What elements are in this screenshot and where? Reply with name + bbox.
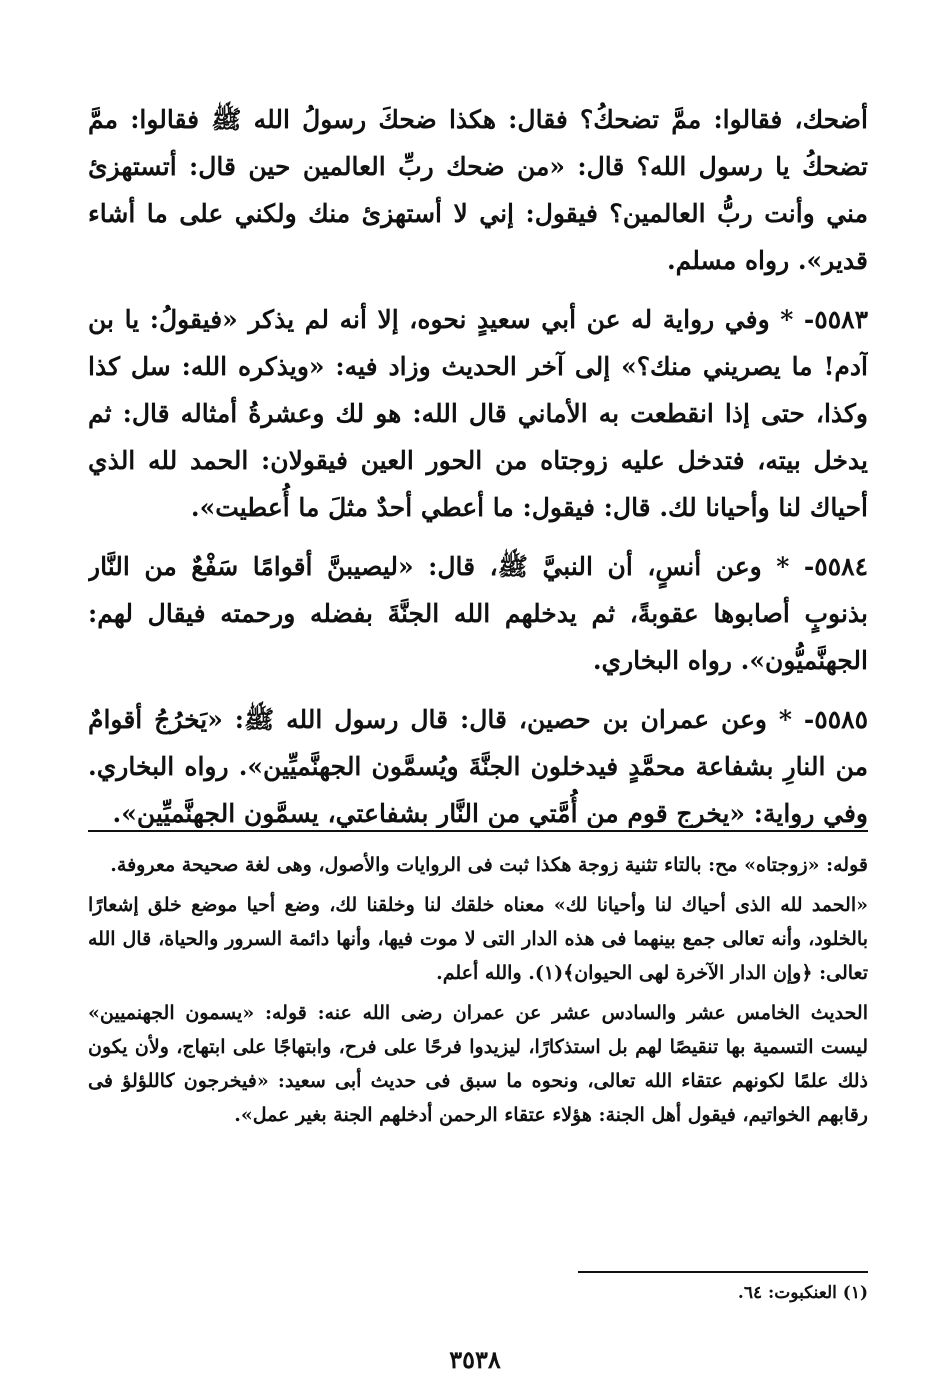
commentary-paragraph-jahannamiyyin: الحديث الخامس عشر والسادس عشر عن عمران رضى الله عنه: قوله: «يسمون الجهنميين» ليست التسمية بها تنقيصًا لهم بل استذكارًا، ليزيدوا فرحًا على فرح، وابتهاجًا على ابتهاج، ولأن يكون ذلك علمًا لكونهم عتقاء الله تعالى، ونحوه ما سبق فى حديث أبى سعيد: «فيخرجون كاللؤلؤ فى رقابهم الخواتيم، فيقول أهل الجنة: هؤلاء عتقاء الرحمن أدخلهم الجنة بغير عمل». bbox=[88, 1002, 868, 1126]
hadith-paragraph-continuation: أضحك، فقالوا: ممَّ تضحكُ؟ فقال: هكذا ضحكَ رسولُ الله ﷺ فقالوا: ممَّ تضحكُ يا رسول الله؟ قال: «من ضحك ربِّ العالمين حين قال: أتستهزئ مني وأنت ربُّ العالمين؟ فيقول: إني لا أستهزئ منك ولكني على ما أشاء قدير». رواه مسلم. bbox=[88, 105, 868, 275]
main-text-block bbox=[88, 96, 868, 828]
main-text-area bbox=[88, 96, 868, 828]
commentary-divider bbox=[88, 830, 868, 832]
hadith-paragraph-5585: ٥٥٨٥- * وعن عمران بن حصين، قال: قال رسول الله ﷺ: «يَخرُجُ أقوامٌ من النارِ بشفاعة محمَّدٍ فيدخلون الجنَّةَ ويُسمَّون الجهنَّميِّين». رواه البخاري. وفي رواية: «يخرج قوم من أُمَّتي من النَّار بشفاعتي، يسمَّون الجهنَّميِّين». bbox=[88, 705, 868, 828]
footnote-divider bbox=[578, 1271, 868, 1273]
page-number: ٣٥٣٨ bbox=[449, 1345, 501, 1374]
commentary-paragraph-alhamd: «الحمد لله الذى أحياك لنا وأحيانا لك» معناه خلقك لنا وخلقنا لك، وضع أحيا موضع خلق إشعارًا بالخلود، وأنه تعالى جمع بينهما فى هذه الدار التى لا موت فيها، وأنها دائمة السرور والحياة، قال الله تعالى: ﴿وإن الدار الآخرة لهى الحيوان﴾(١). والله أعلم. bbox=[88, 894, 868, 984]
hadith-paragraph-5584: ٥٥٨٤- * وعن أنسٍ، أن النبيَّ ﷺ، قال: «ليصيبنَّ أقوامًا سَفْعٌ من النَّار بذنوبٍ أصابوها عقوبةً، ثم يدخلهم الله الجنَّةَ بفضله ورحمته فيقال لهم: الجهنَّميُّون». رواه البخاري. bbox=[88, 552, 868, 675]
commentary-block bbox=[88, 848, 868, 1138]
hadith-paragraph-5583: ٥٥٨٣- * وفي رواية له عن أبي سعيدٍ نحوه، إلا أنه لم يذكر «فيقولُ: يا بن آدم! ما يصريني منك؟» إلى آخر الحديث وزاد فيه: «ويذكره الله: سل كذا وكذا، حتى إذا انقطعت به الأماني قال الله: هو لك وعشرةُ أمثاله قال: ثم يدخل بيته، فتدخل عليه زوجتاه من الحور العين فيقولان: الحمد لله الذي أحياك لنا وأحيانا لك. قال: فيقول: ما أعطي أحدٌ مثلَ ما أُعطيت». bbox=[88, 305, 868, 522]
footnote: (١) العنكبوت: ٦٤. bbox=[737, 1283, 868, 1303]
commentary-paragraph-zawjatahu: قوله: «زوجتاه» مح: بالتاء تثنية زوجة هكذا ثبت فى الروايات والأصول، وهى لغة صحيحة معروفة. bbox=[110, 854, 868, 876]
